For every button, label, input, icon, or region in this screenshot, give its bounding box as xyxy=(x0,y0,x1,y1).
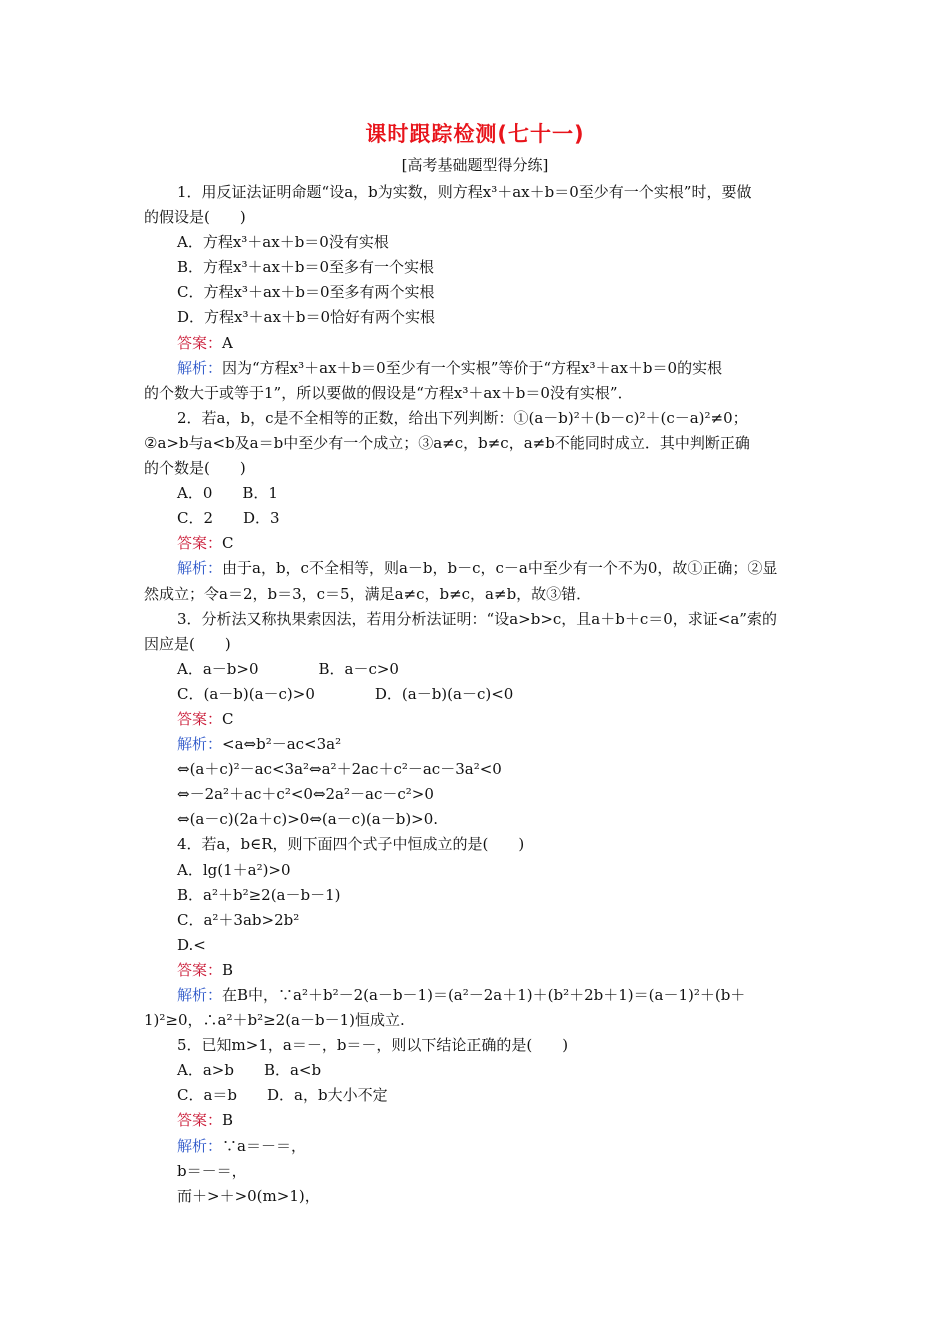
line-text: C xyxy=(222,534,234,553)
line-text: A．方程x³＋ax＋b＝0没有实根 xyxy=(177,233,389,252)
answer-label: 答案： xyxy=(177,1111,223,1130)
line-text: A．a>b B．a<b xyxy=(177,1061,322,1080)
line-text: 2．若a，b，c是不全相等的正数，给出下列判断：①(a－b)²＋(b－c)²＋(c－a)²≠0； xyxy=(177,408,748,427)
text-line xyxy=(144,431,814,456)
line-text: A．0 B．1 xyxy=(177,484,278,503)
line-text: 因为“方程x³＋ax＋b＝0至少有一个实根”等价于“方程x³＋ax＋b＝0的实根 xyxy=(222,358,723,377)
solution-label: 解析： xyxy=(177,1136,223,1155)
text-line xyxy=(144,255,814,280)
line-text: C．(a－b)(a－c)>0 D．(a－b)(a－c)<0 xyxy=(177,684,514,703)
line-text: <a⇔b²－ac<3a² xyxy=(222,735,342,754)
text-line xyxy=(144,757,814,782)
line-text: 1．用反证法证明命题“设a，b为实数，则方程x³＋ax＋b＝0至少有一个实根”时，要做 xyxy=(177,183,752,201)
text-line xyxy=(144,707,814,732)
answer-label: 答案： xyxy=(177,709,223,728)
text-line xyxy=(144,632,814,657)
line-text: 1)²≥0，∴a²＋b²≥2(a－b－1)恒成立. xyxy=(144,1011,405,1030)
line-text: A xyxy=(222,333,233,352)
line-text: B xyxy=(222,960,234,979)
text-line xyxy=(144,958,814,983)
text-line xyxy=(144,732,814,757)
text-line xyxy=(144,832,814,857)
line-text: C．a＝b D．a，b大小不定 xyxy=(177,1086,388,1105)
text-line xyxy=(144,180,814,205)
text-line xyxy=(144,933,814,958)
line-text: C．a²＋3ab>2b² xyxy=(177,910,300,929)
text-line xyxy=(144,1134,814,1159)
text-line xyxy=(144,883,814,908)
line-text: D.< xyxy=(177,935,206,954)
text-line xyxy=(144,582,814,607)
line-text: 而＋>＋>0(m>1)， xyxy=(177,1186,320,1205)
line-text: ⇔(a－c)(2a＋c)>0⇔(a－c)(a－b)>0. xyxy=(177,810,439,829)
line-text: B xyxy=(222,1111,234,1130)
answer-label: 答案： xyxy=(177,960,223,979)
text-line xyxy=(144,456,814,481)
text-line xyxy=(144,506,814,531)
text-line xyxy=(144,406,814,431)
line-text: b＝－＝， xyxy=(177,1161,247,1180)
line-text: 在B中，∵a²＋b²－2(a－b－1)＝(a²－2a＋1)＋(b²＋2b＋1)＝(a－1)²＋(b＋ xyxy=(222,986,746,1004)
text-line xyxy=(144,531,814,556)
text-line xyxy=(144,331,814,356)
line-text: D．方程x³＋ax＋b＝0恰好有两个实根 xyxy=(177,308,436,327)
line-text: 因应是( ) xyxy=(144,634,231,653)
line-text: 4．若a，b∈R，则下面四个式子中恒成立的是( ) xyxy=(177,835,525,854)
line-text: C．2 D．3 xyxy=(177,509,280,528)
line-text: 的个数是( ) xyxy=(144,459,246,478)
line-text: 的个数大于或等于1”，所以要做的假设是“方程x³＋ax＋b＝0没有实根”． xyxy=(144,383,633,402)
text-line xyxy=(144,908,814,933)
text-line xyxy=(144,1159,814,1184)
text-line xyxy=(144,1108,814,1133)
text-line xyxy=(144,983,814,1008)
answer-label: 答案： xyxy=(177,534,223,553)
line-text: B．a²＋b²≥2(a－b－1) xyxy=(177,885,341,904)
line-text: A．a－b>0 B．a－c>0 xyxy=(177,659,399,678)
line-text: 然成立；令a＝2，b＝3，c＝5，满足a≠c，b≠c，a≠b，故③错． xyxy=(144,584,592,603)
line-text: 由于a，b，c不全相等，则a－b，b－c，c－a中至少有一个不为0，故①正确；②显 xyxy=(222,559,778,578)
text-line xyxy=(144,1033,814,1058)
text-line xyxy=(144,556,814,581)
line-text: A．lg(1＋a²)>0 xyxy=(177,860,291,879)
text-line xyxy=(144,807,814,832)
text-line xyxy=(144,782,814,807)
text-line xyxy=(144,657,814,682)
document-body xyxy=(144,180,814,1209)
solution-label: 解析： xyxy=(177,735,223,754)
line-text: C．方程x³＋ax＋b＝0至多有两个实根 xyxy=(177,283,435,302)
page-title: 课时跟踪检测(七十一) xyxy=(365,122,585,146)
line-text: 的假设是( ) xyxy=(144,208,246,227)
line-text: ⇔(a＋c)²－ac<3a²⇔a²＋2ac＋c²－ac－3a²<0 xyxy=(177,760,502,779)
text-line xyxy=(144,1008,814,1033)
text-line xyxy=(144,1058,814,1083)
text-line xyxy=(144,205,814,230)
text-line xyxy=(144,381,814,406)
solution-label: 解析： xyxy=(177,358,223,377)
text-line xyxy=(144,858,814,883)
text-line xyxy=(144,1083,814,1108)
line-text: ⇔－2a²＋ac＋c²<0⇔2a²－ac－c²>0 xyxy=(177,785,434,804)
line-text: ∵a＝－＝， xyxy=(222,1136,306,1155)
line-text: B．方程x³＋ax＋b＝0至多有一个实根 xyxy=(177,258,435,277)
text-line xyxy=(144,682,814,707)
page-subtitle: [高考基础题型得分练] xyxy=(401,156,549,174)
text-line xyxy=(144,305,814,330)
line-text: 3．分析法又称执果索因法，若用分析法证明：“设a>b>c，且a＋b＋c＝0，求证<a”索的 xyxy=(177,609,777,628)
line-text: C xyxy=(222,709,234,728)
line-text: 5．已知m>1，a＝－，b＝－，则以下结论正确的是( ) xyxy=(177,1036,569,1055)
solution-label: 解析： xyxy=(177,559,223,578)
text-line xyxy=(144,356,814,381)
answer-label: 答案： xyxy=(177,333,223,352)
line-text: ②a>b与a<b及a＝b中至少有一个成立；③a≠c，b≠c，a≠b不能同时成立．其中判断正确 xyxy=(144,433,750,452)
text-line xyxy=(144,230,814,255)
text-line xyxy=(144,280,814,305)
text-line xyxy=(144,481,814,506)
text-line xyxy=(144,607,814,632)
solution-label: 解析： xyxy=(177,986,223,1004)
text-line xyxy=(144,1184,814,1209)
